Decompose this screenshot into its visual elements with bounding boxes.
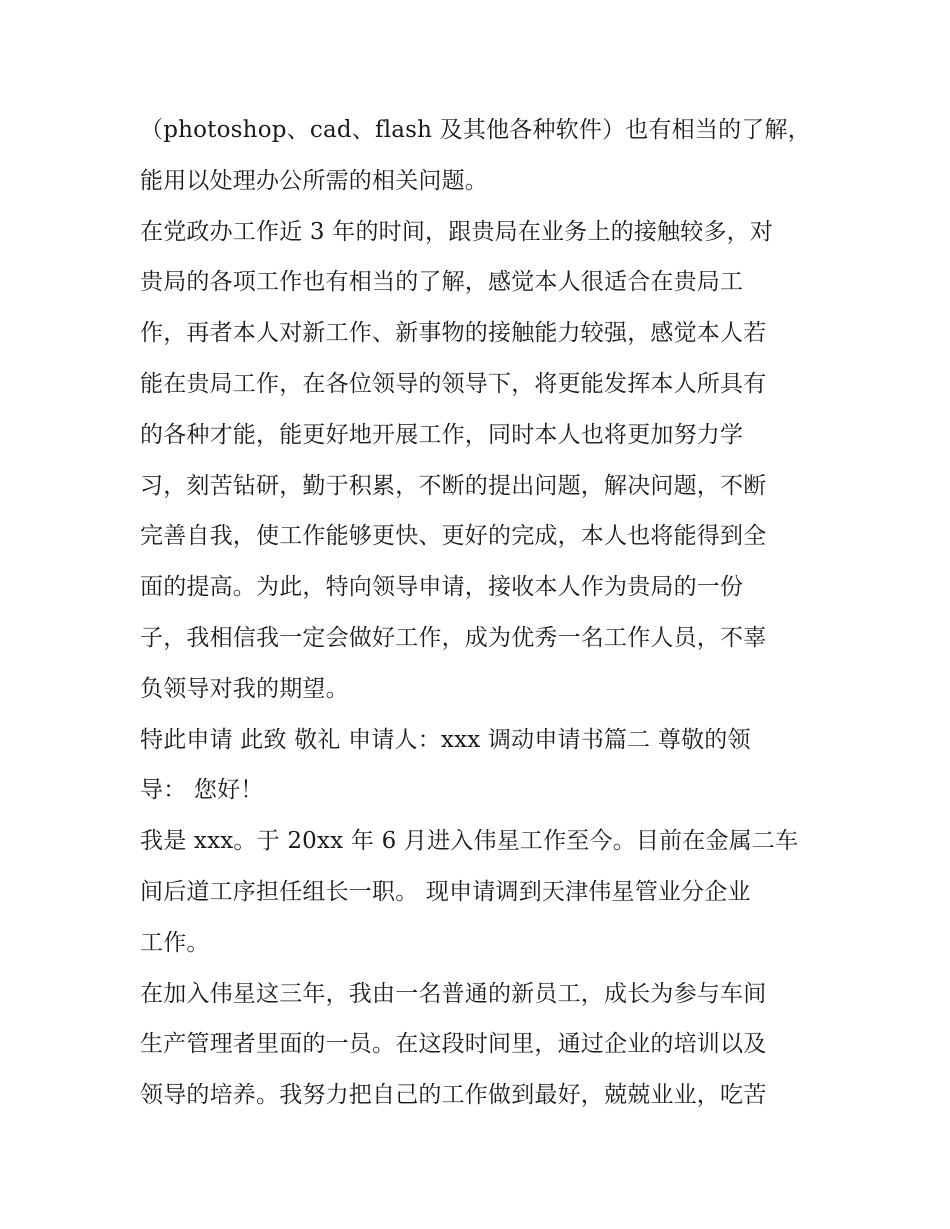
text-line: （photoshop、cad、flash 及其他各种软件）也有相当的了解， <box>140 117 811 143</box>
text-line: 完善自我，使工作能够更快、更好的完成，本人也将能得到全 <box>140 523 767 550</box>
paragraph-growth <box>140 969 820 1121</box>
text-line: 在党政办工作近 3 年的时间，跟贵局在业务上的接触较多，对 <box>140 218 774 245</box>
text-line: 作，再者本人对新工作、新事物的接触能力较强，感觉本人若 <box>140 320 767 347</box>
text-line: 生产管理者里面的一员。在这段时间里，通过企业的培训以及 <box>140 1031 767 1058</box>
text-line: 习，刻苦钻研，勤于积累，不断的提出问题，解决问题，不断 <box>140 472 767 499</box>
paragraph-work-experience <box>140 207 820 715</box>
text-line: 我是 xxx。于 20xx 年 6 月进入伟星工作至今。目前在金属二车 <box>140 828 799 855</box>
text-line: 面的提高。为此，特向领导申请，接收本人作为贵局的一份 <box>140 574 744 601</box>
text-line: 贵局的各项工作也有相当的了解，感觉本人很适合在贵局工 <box>140 269 744 296</box>
paragraph-introduction <box>140 816 820 968</box>
text-line: 的各种才能，能更好地开展工作，同时本人也将更加努力学 <box>140 421 744 448</box>
paragraph-software-skills <box>140 105 820 207</box>
text-line: 能在贵局工作，在各位领导的领导下，将更能发挥本人所具有 <box>140 370 767 397</box>
paragraph-closing-and-heading <box>140 715 820 817</box>
text-line: 工作。 <box>140 929 210 956</box>
text-line: 在加入伟星这三年，我由一名普通的新员工，成长为参与车间 <box>140 980 767 1007</box>
text-line: 能用以处理办公所需的相关问题。 <box>140 167 488 194</box>
text-line: 负领导对我的期望。 <box>140 675 349 702</box>
document-body <box>140 105 820 1121</box>
text-line: 特此申请 此致 敬礼 申请人：xxx 调动申请书篇二 尊敬的领 <box>140 726 751 753</box>
text-line: 领导的培养。我努力把自己的工作做到最好，兢兢业业，吃苦 <box>140 1082 767 1109</box>
text-line: 间后道工序担任组长一职。 现申请调到天津伟星管业分企业 <box>140 878 751 905</box>
text-line: 导： 您好！ <box>140 777 264 804</box>
text-line: 子，我相信我一定会做好工作，成为优秀一名工作人员，不辜 <box>140 624 767 651</box>
